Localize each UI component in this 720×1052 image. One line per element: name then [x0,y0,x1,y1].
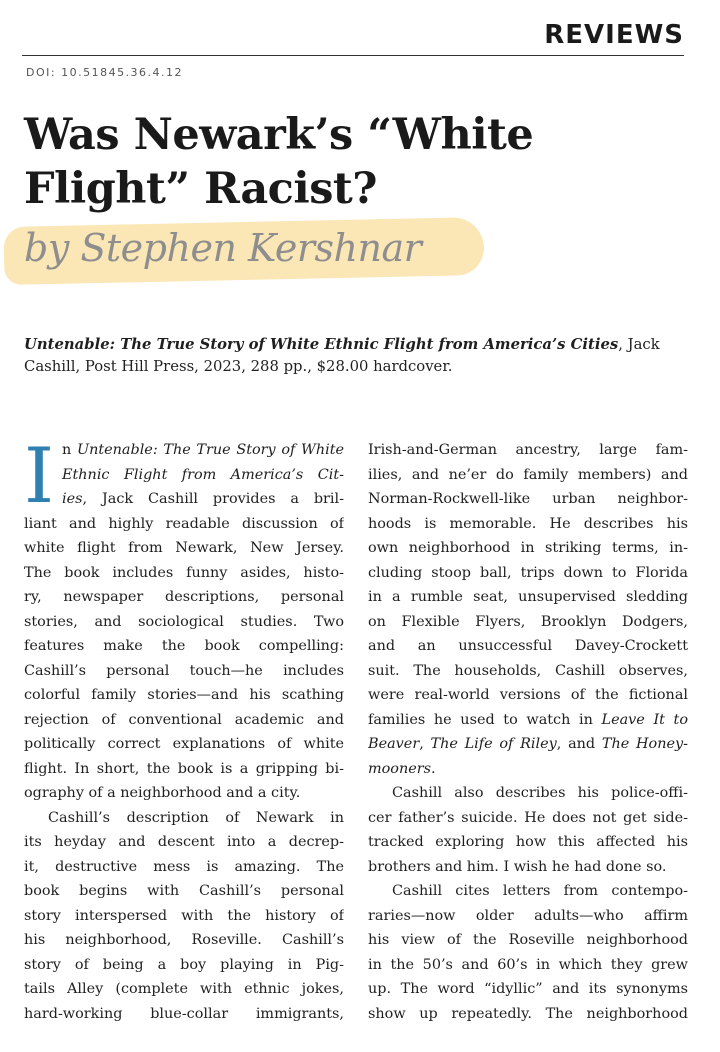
text-run: Norman-Rockwell-like urban neighbor- [368,491,688,507]
text-line [24,732,344,757]
text-line [24,1002,344,1027]
header-rule [22,55,684,56]
text-line [368,487,688,512]
text-line [368,708,688,733]
text-line [368,879,688,904]
text-run: white flight from Newark, New Jersey. [24,540,344,556]
text-line [368,781,688,806]
text-run: politically correct explanations of white [24,736,344,752]
text-line [24,512,344,537]
text-line [368,928,688,953]
text-run: , and [556,736,602,752]
text-run: Leave It to [601,711,688,728]
text-line [368,610,688,635]
drop-cap: I [24,431,55,520]
text-run: tracked exploring how this affected his [368,834,688,850]
text-run: The book includes funny asides, histo- [24,564,344,581]
text-line [368,659,688,684]
text-run: his neighborhood, Roseville. Cashill’s [24,932,344,948]
byline: by Stephen Kershnar [24,226,422,270]
text-line [24,708,344,733]
text-line [368,561,688,586]
text-run: book begins with Cashill’s personal [24,883,344,899]
body-column-left [24,431,344,1026]
right-column-text [368,438,688,1026]
text-run: Cashill cites letters from contempo- [392,883,688,899]
text-run: hard-working blue-collar immigrants, [24,1005,344,1022]
text-line [24,659,344,684]
text-line [24,585,344,610]
text-run: were real-world versions of the fictional [368,687,688,703]
text-run: The Life of Riley [430,736,557,752]
text-line [368,830,688,855]
text-run: Ethnic Flight from America’s Cit- [62,466,344,483]
text-run: in a rumble seat, unsupervised sledding [368,589,688,605]
text-line [24,928,344,953]
text-run: , Jack Cashill provides a bril- [82,491,344,507]
text-line [368,438,688,463]
text-run: brothers and him. I wish he had done so. [368,858,667,875]
text-run: story of being a boy playing in Pig- [24,956,344,973]
doi[interactable]: DOI: 10.51845.36.4.12 [26,66,184,79]
text-run: Cashill also describes his police-offi- [392,785,688,801]
text-run: suit. The households, Cashill observes, [368,662,688,679]
text-run: up. The word “idyllic” and its synonyms [368,981,688,997]
text-run: it, destructive mess is amazing. The [24,858,344,875]
text-run: features make the book compelling: [24,638,344,654]
text-run: Cashill’s personal touch—he includes [24,662,344,679]
text-line [368,732,688,757]
text-run: and an unsuccessful Davey-Crockett [368,638,688,654]
text-run: The Honey- [601,736,688,752]
text-run: ies [62,491,83,507]
text-line [368,806,688,831]
text-line [24,487,344,512]
text-line [24,536,344,561]
text-run: Irish-and-German ancestry, large fam- [368,442,688,458]
book-details: , Jack Cashill, Post Hill Press, 2023, 288 pp., $28.00 hardcover. [24,336,660,375]
text-run: Untenable: The True Story of White [76,442,344,458]
text-run: cer father’s suicide. He does not get side- [368,809,688,826]
book-title: Untenable: The True Story of White Ethnic Flight from America’s Cities [24,336,619,353]
text-line [24,806,344,831]
title-line-2: Flight” Racist? [24,164,377,214]
text-line [24,879,344,904]
text-line [368,855,688,880]
text-run: on Flexible Flyers, Brooklyn Dodgers, [368,613,688,630]
text-line [24,561,344,586]
text-run: raries—now older adults—who affirm [368,907,688,924]
title-line-1: Was Newark’s “White [24,110,534,160]
text-line [368,512,688,537]
text-run: his view of the Roseville neighborhood [368,932,688,948]
text-line [24,855,344,880]
text-run: ry, newspaper descriptions, personal [24,589,344,605]
text-run: colorful family stories—and his scathing [24,687,344,703]
text-line [368,757,688,782]
text-line [24,953,344,978]
text-run: mooners [368,760,432,777]
text-line [24,438,344,463]
text-run: Beaver [368,736,420,752]
text-run: ilies, and ne’er do family members) and [368,466,688,483]
text-line [368,683,688,708]
text-run: ography of a neighborhood and a city. [24,785,301,801]
text-run: liant and highly readable discussion of [24,515,344,532]
text-line [24,977,344,1002]
text-run: . [431,760,436,777]
text-line [24,830,344,855]
book-citation [24,334,688,378]
text-run: flight. In short, the book is a gripping bi- [24,760,344,777]
text-line [368,634,688,659]
text-line [24,904,344,929]
text-line [368,904,688,929]
text-line [368,977,688,1002]
text-line [368,585,688,610]
text-line [24,610,344,635]
text-run: families he used to watch in [368,711,602,728]
text-run: rejection of conventional academic and [24,711,344,728]
text-run: n [62,442,77,458]
text-run: hoods is memorable. He describes his [368,515,688,532]
text-line [368,463,688,488]
body-column-right [368,438,688,1026]
text-line [24,634,344,659]
text-run: own neighborhood in striking terms, in- [368,540,688,556]
article-title [24,108,624,216]
text-run: show up repeatedly. The neighborhood [368,1005,688,1022]
section-label: REVIEWS [544,20,684,50]
text-line [368,536,688,561]
text-run: story interspersed with the history of [24,907,344,924]
text-run: stories, and sociological studies. Two [24,613,344,630]
text-run: in the 50’s and 60’s in which they grew [368,956,688,973]
text-run: Cashill’s description of Newark in [48,809,344,826]
text-run: tails Alley (complete with ethnic jokes, [24,981,344,997]
text-line [24,781,344,806]
text-run: cluding stoop ball, trips down to Florida [368,564,688,581]
text-line [24,463,344,488]
text-run: its heyday and descent into a decrep- [24,834,344,850]
text-line [24,757,344,782]
text-line [368,953,688,978]
text-line [368,1002,688,1027]
left-column-text [24,431,344,1026]
text-run: , [419,736,431,752]
text-line [24,683,344,708]
